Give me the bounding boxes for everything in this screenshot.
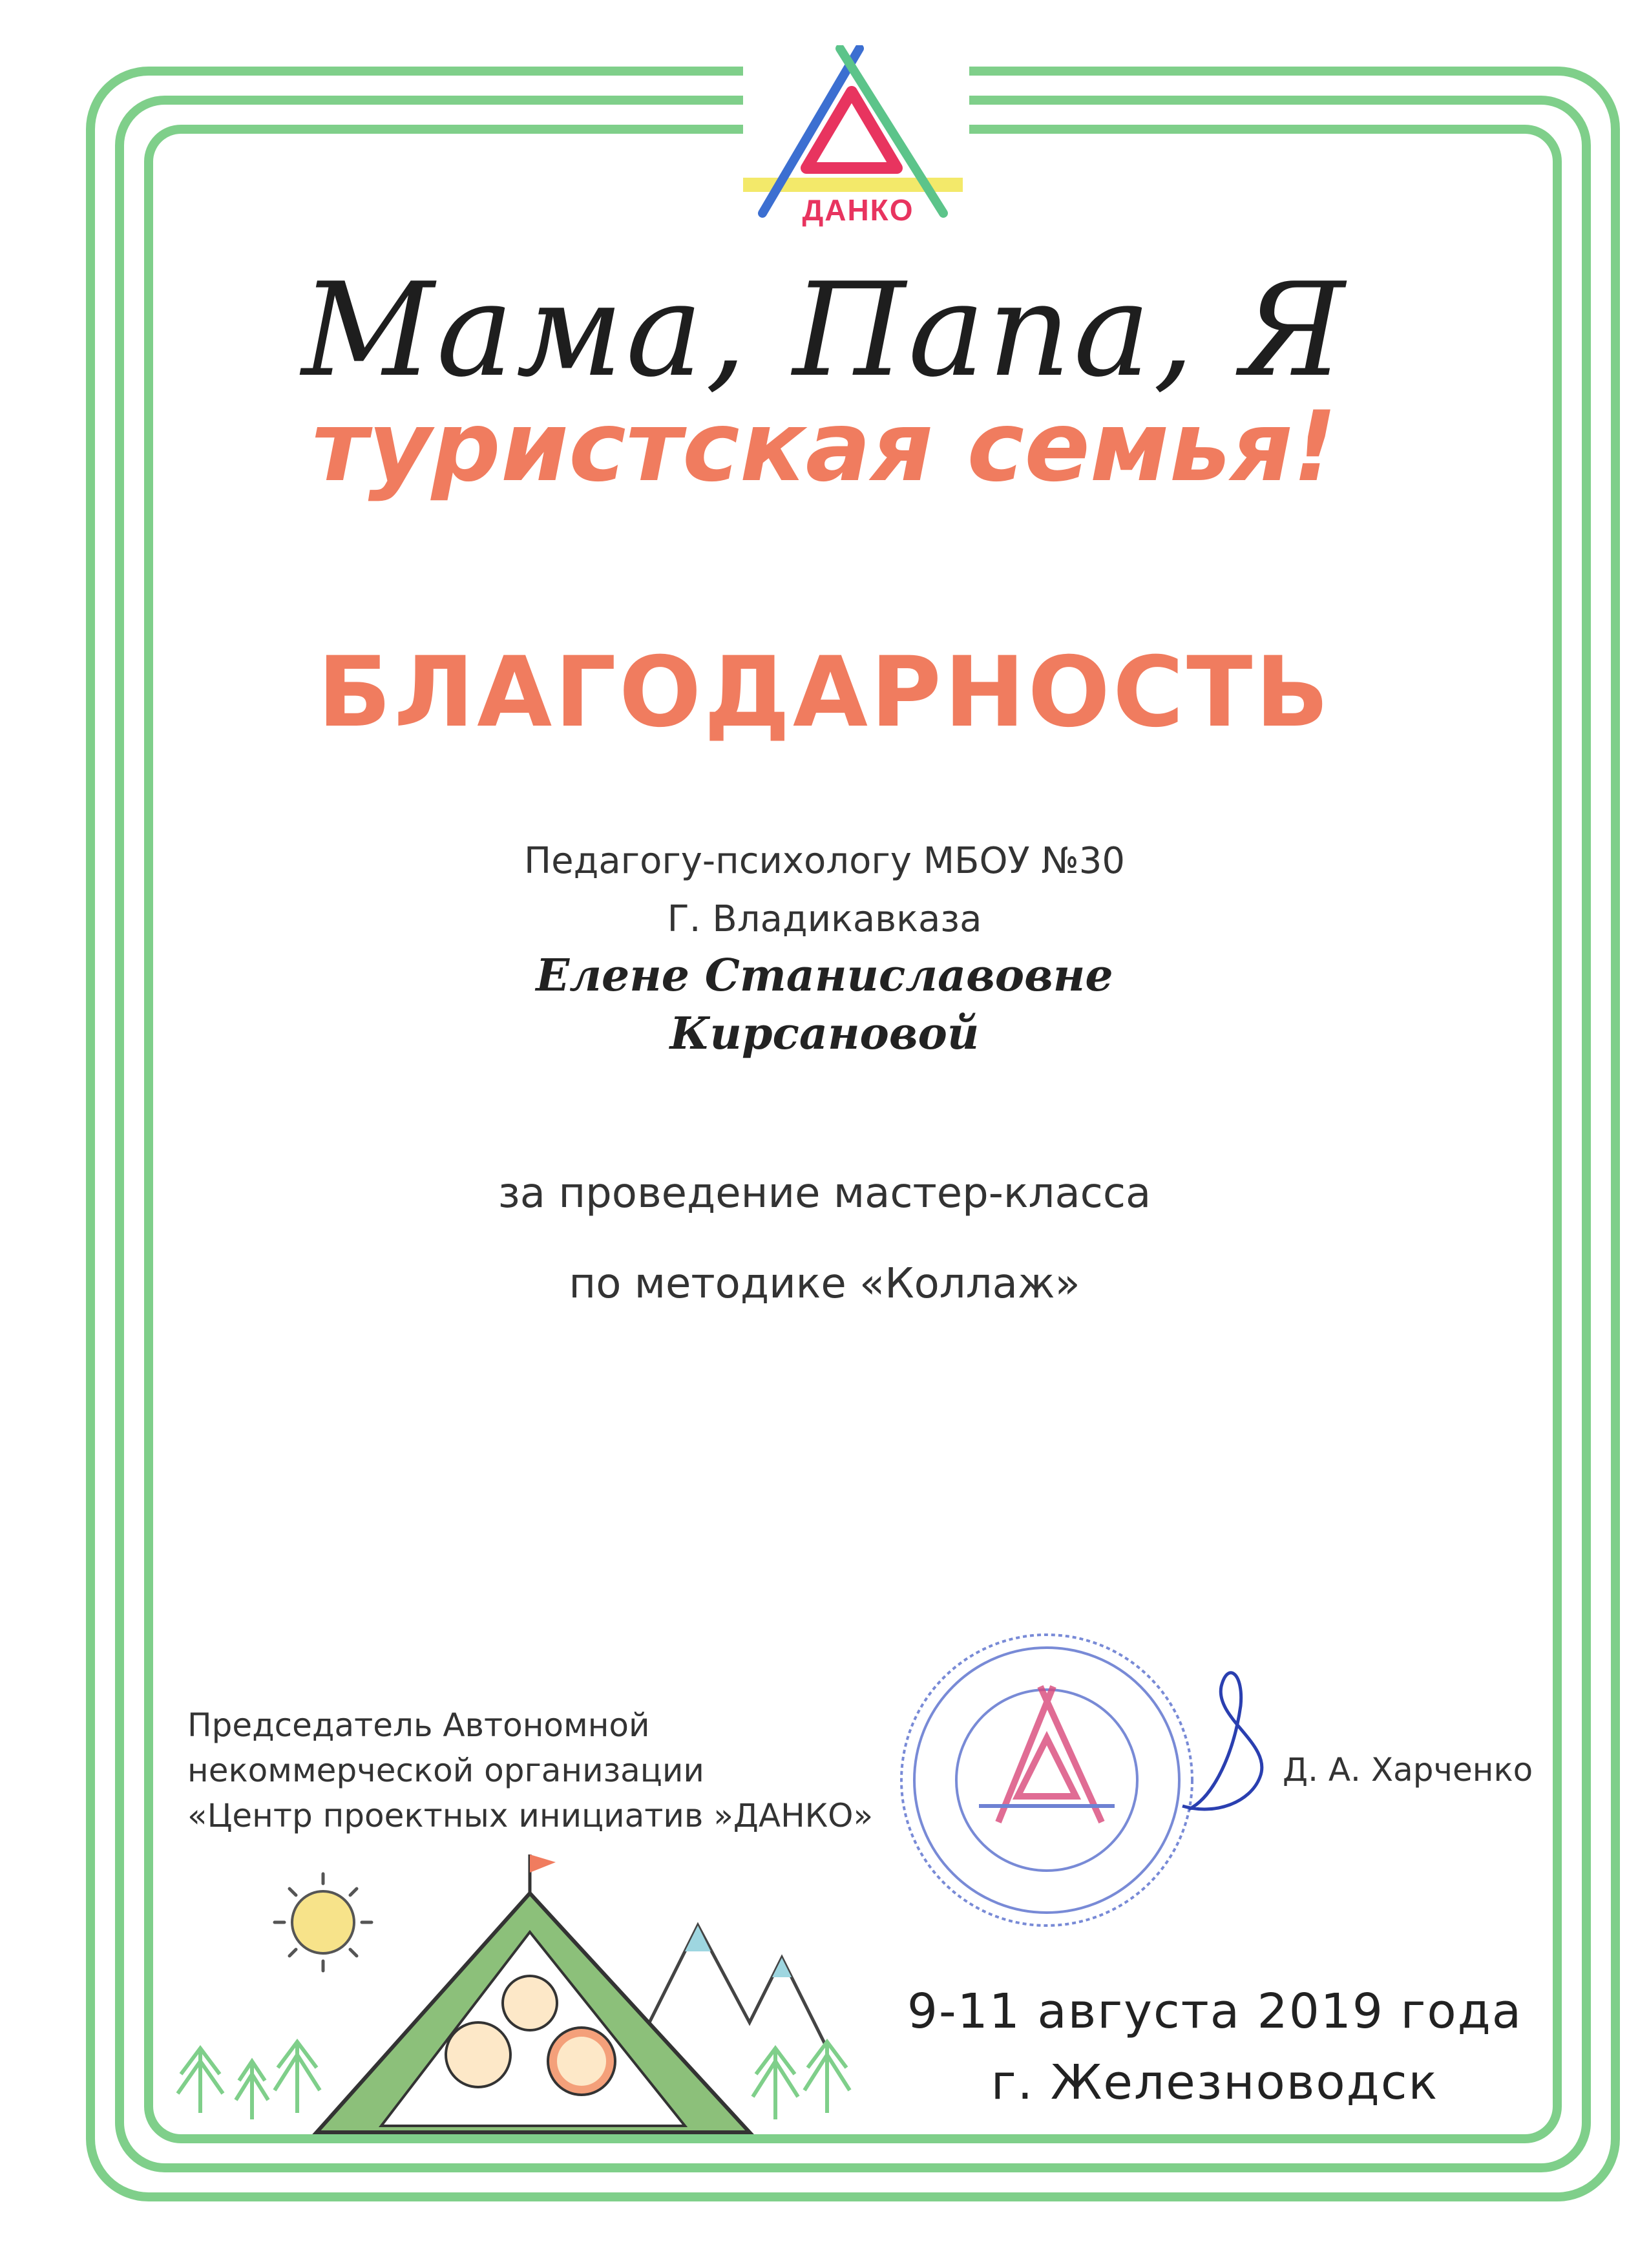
recipient-position: Педагогу-психологу МБОУ №30 — [524, 840, 1125, 882]
title-sub: туристская семья! — [311, 391, 1338, 503]
camping-illustration — [168, 1854, 879, 2152]
sun-icon — [275, 1874, 372, 1971]
reason-line-1: за проведение мастер-класса — [498, 1170, 1151, 1217]
chairman-line-3: «Центр проектных инициатив »ДАНКО» — [187, 1797, 874, 1834]
signer-name: Д. А. Харченко — [1283, 1751, 1533, 1789]
chairman-title — [187, 1703, 873, 1838]
certificate-heading: БЛАГОДАРНОСТЬ — [317, 636, 1332, 749]
chairman-line-1: Председатель Автономной — [187, 1706, 650, 1744]
chairman-line-2: некоммерческой организации — [187, 1752, 704, 1789]
event-date: 9-11 августа 2019 года — [907, 1984, 1523, 2039]
logo-text: ДАНКО — [802, 193, 914, 227]
recipient-name-last: Кирсановой — [669, 1008, 980, 1060]
tent-icon — [317, 1854, 750, 2132]
official-stamp — [895, 1628, 1199, 1932]
title-main: Мама, Папа, Я — [301, 255, 1348, 406]
reason-line-2: по методике «Коллаж» — [569, 1260, 1080, 1308]
recipient-city: Г. Владикавказа — [667, 898, 982, 940]
recipient-name-first: Елене Станиславовне — [536, 950, 1113, 1002]
handwritten-signature — [1176, 1648, 1292, 1842]
event-city: г. Железноводск — [991, 2055, 1439, 2110]
